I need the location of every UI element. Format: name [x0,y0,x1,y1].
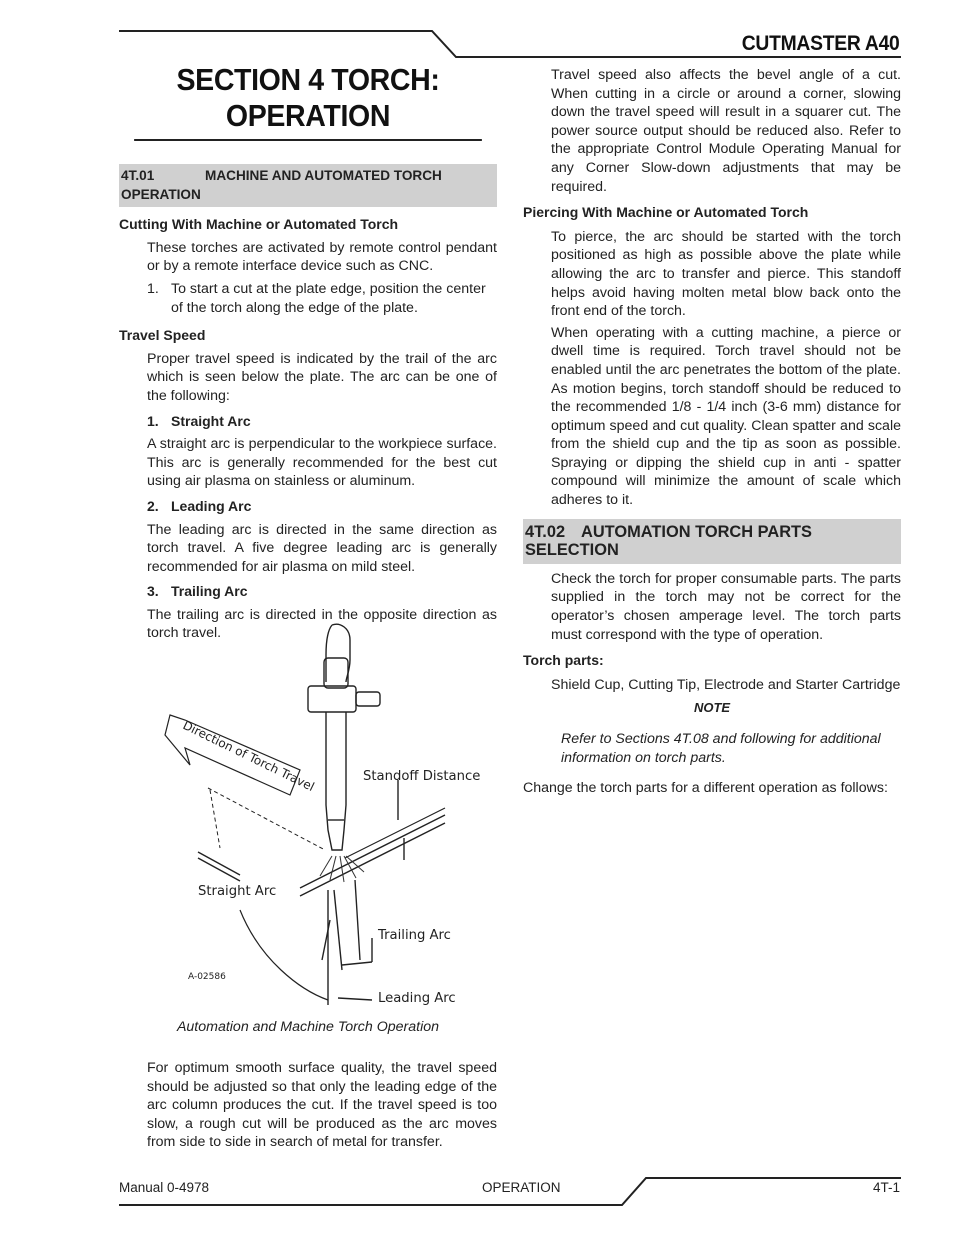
footer-manual: Manual 0-4978 [119,1180,210,1195]
heading-travel-speed: Travel Speed [119,327,206,344]
subsection-header-4t02: 4T.02 AUTOMATION TORCH PARTS SELECTION [523,519,901,564]
parts-list: Shield Cup, Cutting Tip, Electrode and Starter Cartridge [551,676,901,693]
figure-code: A-02586 [188,972,226,982]
para-change: Change the torch parts for a different operation as follows: [523,780,888,797]
para-activate: These torches are activated by remote control pendant or by a remote interface device such as CNC. [147,239,497,275]
leading-arc-label: Leading Arc [378,991,456,1006]
step-1: 1. To start a cut at the plate edge, position the center of the torch along the edge of the plate. [147,280,486,316]
standoff-label: Standoff Distance [363,769,481,784]
right-column [523,66,901,798]
direction-label: Direction of Torch Travel [180,718,317,794]
torch-operation-figure [160,620,490,1020]
para-optimum-wrap [147,1059,497,1152]
footer-section: OPERATION [482,1180,561,1195]
note-text: Refer to Sections 4T.08 and following for additional information on torch parts. [561,731,881,766]
para-check: Check the torch for proper consumable parts. The parts supplied in the torch may not be correct for the operator’s chosen amperage level. The torch parts must correspond with the type of operation. [551,570,901,643]
footer-page: 4T-1 [872,1180,900,1195]
trailing-arc-label: Trailing Arc [378,928,451,943]
arc2-heading: 2. Leading Arc [147,497,252,514]
para-optimum: For optimum smooth surface quality, the travel speed should be adjusted so that only the leading edge of the arc column produces the cut. If the travel speed is too slow, a rough cut will be produced as the arc moves from side to side in search of metal for transfer. [147,1060,497,1151]
arc1-text: A straight arc is perpendicular to the workpiece surface. This arc is generally recommended for the best cut using air plasma on stainless or aluminum. [147,436,497,490]
para-travel: Proper travel speed is indicated by the trail of the arc which is seen below the plate. The arc can be one of the following: [147,350,497,404]
subsection-header-4t01: 4T.01 MACHINE AND AUTOMATED TORCH OPERATION [119,164,497,207]
arc3-text: The trailing arc is directed in the opposite direction as torch travel. [147,606,497,642]
model-name: CUTMASTER A40 [742,32,900,55]
heading-piercing: Piercing With Machine or Automated Torch [523,204,809,221]
para-bevel: Travel speed also affects the bevel angle of a cut. When cutting in a circle or around a corner, slowing down the travel speed will result in a squarer cut. The power source output should be reduced also. Refer to the appropriate Control Module Operating Manual for any Corner Slow-down adjustments that may be required. [551,67,901,195]
figure-caption: Automation and Machine Torch Operation [176,1019,440,1035]
arc1-heading: 1. Straight Arc [147,412,251,429]
note-label: NOTE [693,700,731,716]
para-pierce-2: When operating with a cutting machine, a pierce or dwell time is required. Torch travel should not be enabled until the arc penetrates the bottom of the plate. As motion begins, torch standoff should be reduced to the recommended 1/8 - 1/4 inch (3-6 mm) distance for optimum speed and cut quality. Clean spatter and scale from the shield cup and the tip as soon as possible. Spraying or dipping the shield cup in anti - spatter compound will minimize the amount of scale which adheres to it. [551,324,901,509]
para-pierce-1: To pierce, the arc should be started with the torch positioned as high as possible above the plate while allowing the arc to transfer and pierce. This standoff helps avoid having molten metal blow back onto the front end of the torch. [551,228,901,320]
heading-cutting: Cutting With Machine or Automated Torch [119,216,399,233]
arc3-heading: 3. Trailing Arc [147,583,248,600]
section-title: SECTION 4 TORCH: OPERATION [134,62,482,141]
heading-torch-parts: Torch parts: [523,652,604,669]
arc2-text: The leading arc is directed in the same direction as torch travel. A five degree leading arc is generally recommended for air plasma on mild steel. [147,521,497,575]
left-column [119,62,497,643]
straight-arc-label: Straight Arc [198,884,277,899]
